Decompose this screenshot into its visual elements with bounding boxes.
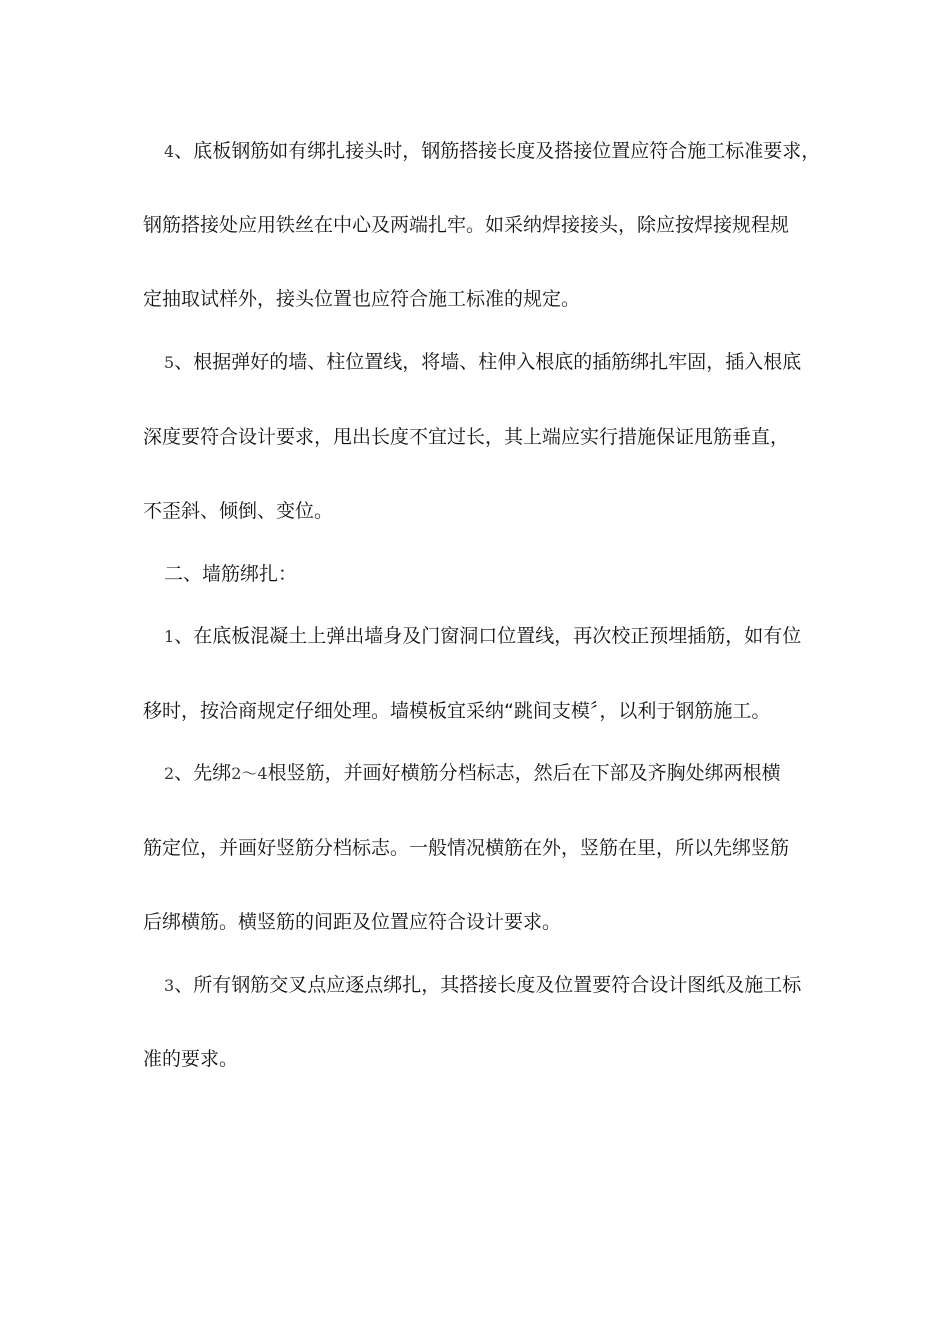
item-number: 1 xyxy=(164,627,175,646)
line-text: 、所有钢筋交叉点应逐点绑扎，其搭接长度及位置要符合设计图纸及施工标 xyxy=(174,974,802,996)
item-number: 5 xyxy=(164,353,175,372)
line-text: 、底板钢筋如有绑扎接头时，钢筋搭接长度及搭接位置应符合施工标准要求， xyxy=(174,140,821,162)
item-number: 4 xyxy=(164,142,175,161)
item-number: 3 xyxy=(164,976,175,995)
range-number: 2～4 xyxy=(231,764,268,783)
item-number: 2 xyxy=(164,764,175,783)
paragraph-1-line-2: 移时，按洽商规定仔细处理。墙模板宜采纳“跳间支模〞，以利于钢筋施工。 xyxy=(143,700,771,722)
paragraph-4-line-2: 钢筋搭接处应用铁丝在中心及两端扎牢。如采纳焊接接头，除应按焊接规程规 xyxy=(143,214,790,236)
paragraph-2-line-1 xyxy=(0,761,950,786)
line-text: 根竖筋，并画好横筋分档标志，然后在下部及齐胸处绑两根横 xyxy=(267,762,781,784)
paragraph-3-line-1 xyxy=(0,973,950,998)
section-heading: 二、墙筋绑扎： xyxy=(164,563,298,585)
paragraph-2-line-2: 筋定位，并画好竖筋分档标志。一般情况横筋在外，竖筋在里，所以先绑竖筋 xyxy=(143,837,790,859)
line-text-prefix: 、先绑 xyxy=(174,762,232,784)
paragraph-1-line-1 xyxy=(0,624,950,649)
paragraph-5-line-3: 不歪斜、倾倒、变位。 xyxy=(143,500,334,522)
line-text: 、在底板混凝土上弹出墙身及门窗洞口位置线，再次校正预埋插筋，如有位 xyxy=(174,625,802,647)
paragraph-5-line-1 xyxy=(0,350,950,375)
paragraph-3-line-2: 准的要求。 xyxy=(143,1048,239,1070)
paragraph-4-line-1 xyxy=(0,139,950,164)
paragraph-5-line-2: 深度要符合设计要求，甩出长度不宜过长，其上端应实行措施保证甩筋垂直， xyxy=(143,426,790,448)
paragraph-4-line-3: 定抽取试样外，接头位置也应符合施工标准的规定。 xyxy=(143,288,581,310)
line-text: 、根据弹好的墙、柱位置线，将墙、柱伸入根底的插筋绑扎牢固，插入根底 xyxy=(174,351,802,373)
paragraph-2-line-3: 后绑横筋。横竖筋的间距及位置应符合设计要求。 xyxy=(143,911,562,933)
